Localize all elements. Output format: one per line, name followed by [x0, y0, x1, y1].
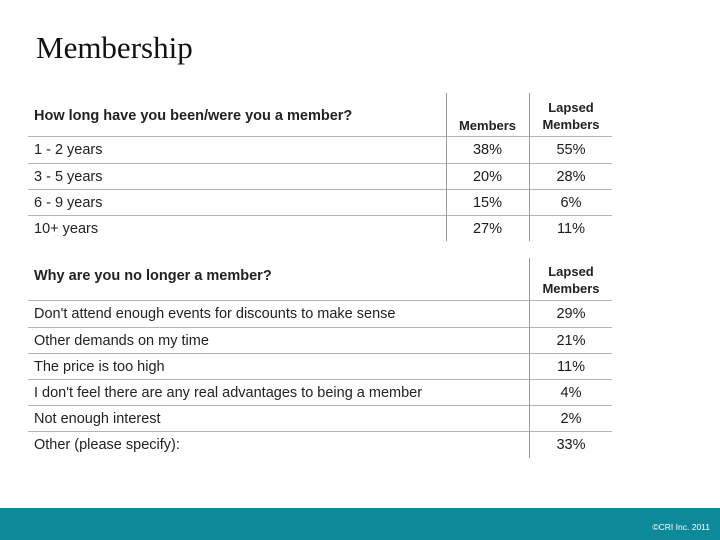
- row-label: I don't feel there are any real advantages to being a member: [34, 385, 423, 401]
- row-label: The price is too high: [34, 359, 165, 375]
- column-divider: [446, 93, 447, 241]
- table-row: [28, 406, 612, 432]
- copyright-text: ©CRI Inc. 2011: [652, 522, 710, 532]
- lapsed-value: 29%: [556, 306, 586, 322]
- column-divider: [529, 258, 530, 458]
- lapsed-value: 11%: [557, 221, 585, 237]
- column-divider: [529, 93, 530, 241]
- table-row: [28, 354, 612, 380]
- members-value: 15%: [472, 195, 503, 211]
- table-row: [28, 432, 612, 458]
- row-label: 1 - 2 years: [34, 142, 103, 158]
- row-label: Not enough interest: [34, 411, 161, 427]
- table-row: [28, 380, 612, 406]
- lapsed-value: 21%: [556, 333, 586, 349]
- page-title: Membership: [36, 30, 193, 65]
- members-value: 20%: [472, 169, 503, 185]
- table-row: [28, 137, 612, 163]
- lapsed-value: 55%: [556, 142, 586, 158]
- row-label: 3 - 5 years: [34, 169, 103, 185]
- tenure-question: How long have you been/were you a member?: [34, 108, 353, 124]
- row-label: 6 - 9 years: [34, 195, 103, 211]
- lapsed-value: 28%: [556, 169, 586, 185]
- members-column-header: Members: [458, 118, 517, 133]
- table-row: [28, 328, 612, 354]
- row-label: Other (please specify):: [34, 437, 180, 453]
- lapsed-value: 4%: [560, 385, 582, 401]
- footer-bar: [0, 508, 720, 540]
- table-row: [28, 190, 612, 216]
- row-label: 10+ years: [34, 221, 99, 237]
- members-value: 27%: [472, 221, 503, 237]
- row-label: Other demands on my time: [34, 333, 209, 349]
- table-row: [28, 216, 612, 242]
- lapsed-value: 11%: [557, 359, 585, 375]
- lapsed-value: 6%: [560, 195, 582, 211]
- lapsed-members-column-header: Lapsed Members: [542, 100, 600, 132]
- table-row: [28, 301, 612, 327]
- row-label: Don't attend enough events for discounts to make sense: [34, 306, 396, 322]
- lapsed-value: 33%: [556, 437, 586, 453]
- lapsed-value: 2%: [560, 411, 582, 427]
- table-row: [28, 164, 612, 190]
- members-value: 38%: [472, 142, 503, 158]
- lapsed-members-column-header: Lapsed Members: [542, 264, 600, 296]
- lapse-question: Why are you no longer a member?: [34, 268, 272, 284]
